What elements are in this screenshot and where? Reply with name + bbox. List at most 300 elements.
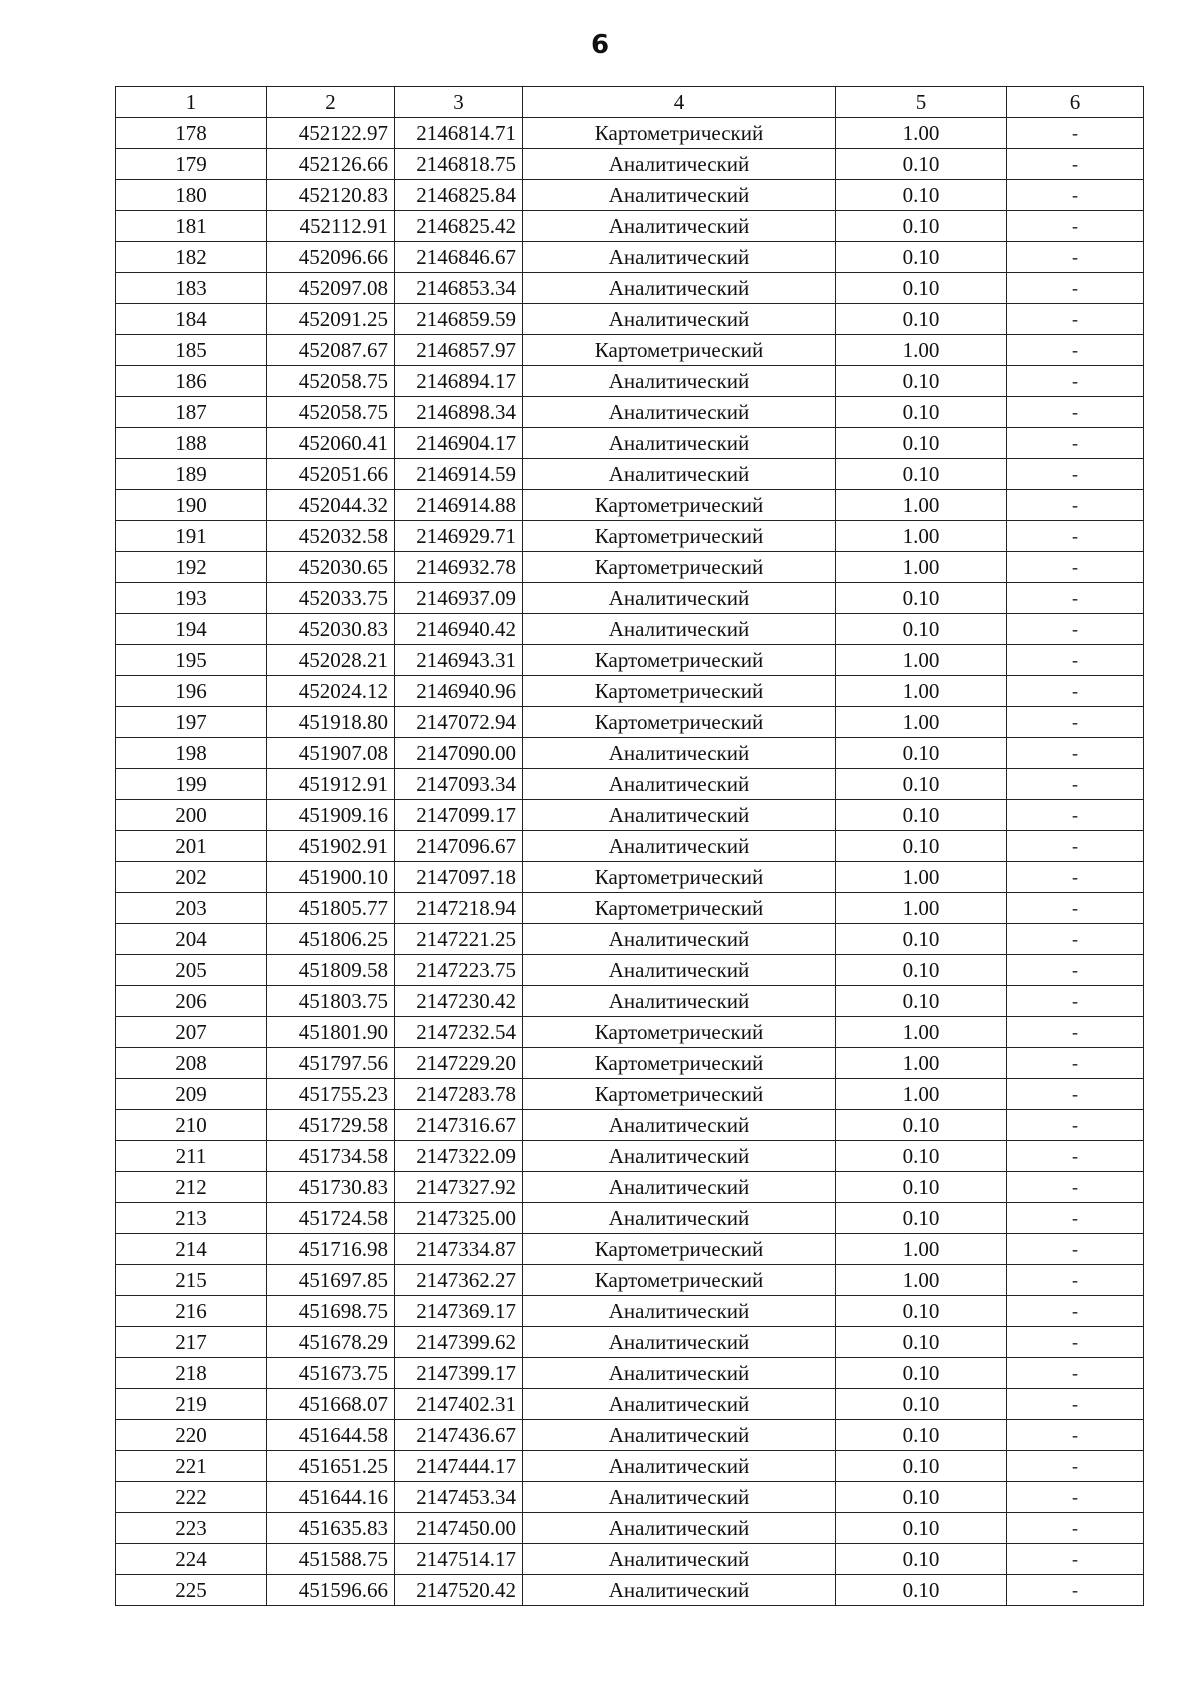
method-cell: Аналитический bbox=[523, 1172, 836, 1203]
header-row bbox=[116, 87, 1144, 118]
note-cell: - bbox=[1007, 1141, 1144, 1172]
note-cell: - bbox=[1007, 1234, 1144, 1265]
x-coordinate-cell: 452087.67 bbox=[267, 335, 395, 366]
y-coordinate-cell: 2147097.18 bbox=[395, 862, 523, 893]
x-coordinate-cell: 451803.75 bbox=[267, 986, 395, 1017]
point-number-cell: 199 bbox=[116, 769, 267, 800]
column-header: 4 bbox=[523, 87, 836, 118]
note-cell: - bbox=[1007, 397, 1144, 428]
point-number-cell: 206 bbox=[116, 986, 267, 1017]
column-header: 3 bbox=[395, 87, 523, 118]
point-number-cell: 194 bbox=[116, 614, 267, 645]
note-cell: - bbox=[1007, 180, 1144, 211]
y-coordinate-cell: 2147230.42 bbox=[395, 986, 523, 1017]
note-cell: - bbox=[1007, 1048, 1144, 1079]
note-cell: - bbox=[1007, 459, 1144, 490]
table-row bbox=[116, 273, 1144, 304]
method-cell: Картометрический bbox=[523, 490, 836, 521]
note-cell: - bbox=[1007, 428, 1144, 459]
x-coordinate-cell: 452044.32 bbox=[267, 490, 395, 521]
table-row bbox=[116, 335, 1144, 366]
accuracy-cell: 0.10 bbox=[836, 831, 1007, 862]
table-row bbox=[116, 1141, 1144, 1172]
x-coordinate-cell: 452112.91 bbox=[267, 211, 395, 242]
accuracy-cell: 0.10 bbox=[836, 1420, 1007, 1451]
table-row bbox=[116, 366, 1144, 397]
method-cell: Аналитический bbox=[523, 1544, 836, 1575]
point-number-cell: 180 bbox=[116, 180, 267, 211]
note-cell: - bbox=[1007, 1575, 1144, 1606]
x-coordinate-cell: 452091.25 bbox=[267, 304, 395, 335]
y-coordinate-cell: 2147327.92 bbox=[395, 1172, 523, 1203]
table-row bbox=[116, 118, 1144, 149]
accuracy-cell: 0.10 bbox=[836, 1544, 1007, 1575]
y-coordinate-cell: 2147322.09 bbox=[395, 1141, 523, 1172]
x-coordinate-cell: 451651.25 bbox=[267, 1451, 395, 1482]
accuracy-cell: 0.10 bbox=[836, 1513, 1007, 1544]
point-number-cell: 217 bbox=[116, 1327, 267, 1358]
table-row bbox=[116, 1265, 1144, 1296]
method-cell: Аналитический bbox=[523, 769, 836, 800]
x-coordinate-cell: 451588.75 bbox=[267, 1544, 395, 1575]
note-cell: - bbox=[1007, 707, 1144, 738]
table-row bbox=[116, 397, 1144, 428]
x-coordinate-cell: 451902.91 bbox=[267, 831, 395, 862]
table-body bbox=[116, 118, 1144, 1606]
x-coordinate-cell: 451716.98 bbox=[267, 1234, 395, 1265]
point-number-cell: 214 bbox=[116, 1234, 267, 1265]
point-number-cell: 187 bbox=[116, 397, 267, 428]
point-number-cell: 209 bbox=[116, 1079, 267, 1110]
accuracy-cell: 1.00 bbox=[836, 1017, 1007, 1048]
accuracy-cell: 0.10 bbox=[836, 1203, 1007, 1234]
x-coordinate-cell: 451805.77 bbox=[267, 893, 395, 924]
table-row bbox=[116, 211, 1144, 242]
x-coordinate-cell: 451730.83 bbox=[267, 1172, 395, 1203]
note-cell: - bbox=[1007, 1544, 1144, 1575]
point-number-cell: 224 bbox=[116, 1544, 267, 1575]
note-cell: - bbox=[1007, 490, 1144, 521]
column-header: 2 bbox=[267, 87, 395, 118]
note-cell: - bbox=[1007, 118, 1144, 149]
note-cell: - bbox=[1007, 769, 1144, 800]
x-coordinate-cell: 452060.41 bbox=[267, 428, 395, 459]
column-header: 1 bbox=[116, 87, 267, 118]
y-coordinate-cell: 2146929.71 bbox=[395, 521, 523, 552]
method-cell: Аналитический bbox=[523, 428, 836, 459]
table-row bbox=[116, 180, 1144, 211]
point-number-cell: 190 bbox=[116, 490, 267, 521]
coordinates-table bbox=[115, 86, 1144, 1606]
table-row bbox=[116, 1079, 1144, 1110]
y-coordinate-cell: 2147453.34 bbox=[395, 1482, 523, 1513]
accuracy-cell: 0.10 bbox=[836, 1482, 1007, 1513]
table-row bbox=[116, 521, 1144, 552]
table-row bbox=[116, 459, 1144, 490]
note-cell: - bbox=[1007, 1358, 1144, 1389]
note-cell: - bbox=[1007, 955, 1144, 986]
note-cell: - bbox=[1007, 335, 1144, 366]
y-coordinate-cell: 2147316.67 bbox=[395, 1110, 523, 1141]
method-cell: Аналитический bbox=[523, 304, 836, 335]
y-coordinate-cell: 2146940.96 bbox=[395, 676, 523, 707]
accuracy-cell: 0.10 bbox=[836, 986, 1007, 1017]
table-row bbox=[116, 1575, 1144, 1606]
method-cell: Аналитический bbox=[523, 180, 836, 211]
table-row bbox=[116, 986, 1144, 1017]
table-row bbox=[116, 1482, 1144, 1513]
method-cell: Картометрический bbox=[523, 707, 836, 738]
table-row bbox=[116, 149, 1144, 180]
table-row bbox=[116, 831, 1144, 862]
y-coordinate-cell: 2146914.88 bbox=[395, 490, 523, 521]
x-coordinate-cell: 451729.58 bbox=[267, 1110, 395, 1141]
point-number-cell: 208 bbox=[116, 1048, 267, 1079]
accuracy-cell: 0.10 bbox=[836, 273, 1007, 304]
method-cell: Аналитический bbox=[523, 242, 836, 273]
method-cell: Картометрический bbox=[523, 1048, 836, 1079]
note-cell: - bbox=[1007, 1172, 1144, 1203]
accuracy-cell: 0.10 bbox=[836, 180, 1007, 211]
point-number-cell: 216 bbox=[116, 1296, 267, 1327]
accuracy-cell: 1.00 bbox=[836, 676, 1007, 707]
point-number-cell: 184 bbox=[116, 304, 267, 335]
note-cell: - bbox=[1007, 800, 1144, 831]
accuracy-cell: 0.10 bbox=[836, 459, 1007, 490]
table-row bbox=[116, 1234, 1144, 1265]
x-coordinate-cell: 451673.75 bbox=[267, 1358, 395, 1389]
column-header: 5 bbox=[836, 87, 1007, 118]
method-cell: Аналитический bbox=[523, 1575, 836, 1606]
accuracy-cell: 0.10 bbox=[836, 1451, 1007, 1482]
accuracy-cell: 0.10 bbox=[836, 1358, 1007, 1389]
point-number-cell: 181 bbox=[116, 211, 267, 242]
x-coordinate-cell: 451900.10 bbox=[267, 862, 395, 893]
table-row bbox=[116, 893, 1144, 924]
point-number-cell: 192 bbox=[116, 552, 267, 583]
point-number-cell: 213 bbox=[116, 1203, 267, 1234]
table-row bbox=[116, 242, 1144, 273]
point-number-cell: 188 bbox=[116, 428, 267, 459]
table-row bbox=[116, 955, 1144, 986]
method-cell: Картометрический bbox=[523, 645, 836, 676]
method-cell: Аналитический bbox=[523, 1203, 836, 1234]
accuracy-cell: 1.00 bbox=[836, 707, 1007, 738]
x-coordinate-cell: 452028.21 bbox=[267, 645, 395, 676]
table-row bbox=[116, 1327, 1144, 1358]
note-cell: - bbox=[1007, 1327, 1144, 1358]
method-cell: Аналитический bbox=[523, 1420, 836, 1451]
note-cell: - bbox=[1007, 149, 1144, 180]
table-row bbox=[116, 1048, 1144, 1079]
accuracy-cell: 1.00 bbox=[836, 118, 1007, 149]
point-number-cell: 201 bbox=[116, 831, 267, 862]
accuracy-cell: 0.10 bbox=[836, 800, 1007, 831]
point-number-cell: 185 bbox=[116, 335, 267, 366]
y-coordinate-cell: 2147450.00 bbox=[395, 1513, 523, 1544]
table-row bbox=[116, 490, 1144, 521]
y-coordinate-cell: 2147221.25 bbox=[395, 924, 523, 955]
note-cell: - bbox=[1007, 738, 1144, 769]
accuracy-cell: 0.10 bbox=[836, 1575, 1007, 1606]
point-number-cell: 191 bbox=[116, 521, 267, 552]
note-cell: - bbox=[1007, 1296, 1144, 1327]
table-row bbox=[116, 1296, 1144, 1327]
y-coordinate-cell: 2146940.42 bbox=[395, 614, 523, 645]
point-number-cell: 204 bbox=[116, 924, 267, 955]
accuracy-cell: 0.10 bbox=[836, 211, 1007, 242]
table-row bbox=[116, 583, 1144, 614]
point-number-cell: 202 bbox=[116, 862, 267, 893]
table-row bbox=[116, 1544, 1144, 1575]
x-coordinate-cell: 451809.58 bbox=[267, 955, 395, 986]
table-row bbox=[116, 769, 1144, 800]
x-coordinate-cell: 452030.65 bbox=[267, 552, 395, 583]
x-coordinate-cell: 451596.66 bbox=[267, 1575, 395, 1606]
point-number-cell: 198 bbox=[116, 738, 267, 769]
note-cell: - bbox=[1007, 1203, 1144, 1234]
method-cell: Картометрический bbox=[523, 893, 836, 924]
accuracy-cell: 1.00 bbox=[836, 521, 1007, 552]
point-number-cell: 203 bbox=[116, 893, 267, 924]
x-coordinate-cell: 451912.91 bbox=[267, 769, 395, 800]
x-coordinate-cell: 451801.90 bbox=[267, 1017, 395, 1048]
note-cell: - bbox=[1007, 924, 1144, 955]
table-row bbox=[116, 614, 1144, 645]
note-cell: - bbox=[1007, 1017, 1144, 1048]
table-row bbox=[116, 1017, 1144, 1048]
x-coordinate-cell: 451909.16 bbox=[267, 800, 395, 831]
y-coordinate-cell: 2147223.75 bbox=[395, 955, 523, 986]
method-cell: Аналитический bbox=[523, 1482, 836, 1513]
point-number-cell: 207 bbox=[116, 1017, 267, 1048]
x-coordinate-cell: 451755.23 bbox=[267, 1079, 395, 1110]
y-coordinate-cell: 2147444.17 bbox=[395, 1451, 523, 1482]
note-cell: - bbox=[1007, 366, 1144, 397]
accuracy-cell: 1.00 bbox=[836, 1234, 1007, 1265]
accuracy-cell: 0.10 bbox=[836, 1141, 1007, 1172]
y-coordinate-cell: 2147369.17 bbox=[395, 1296, 523, 1327]
accuracy-cell: 0.10 bbox=[836, 1172, 1007, 1203]
point-number-cell: 215 bbox=[116, 1265, 267, 1296]
method-cell: Картометрический bbox=[523, 676, 836, 707]
point-number-cell: 189 bbox=[116, 459, 267, 490]
note-cell: - bbox=[1007, 1420, 1144, 1451]
accuracy-cell: 1.00 bbox=[836, 1048, 1007, 1079]
method-cell: Аналитический bbox=[523, 1141, 836, 1172]
x-coordinate-cell: 451734.58 bbox=[267, 1141, 395, 1172]
note-cell: - bbox=[1007, 1265, 1144, 1296]
x-coordinate-cell: 451644.16 bbox=[267, 1482, 395, 1513]
x-coordinate-cell: 452058.75 bbox=[267, 397, 395, 428]
y-coordinate-cell: 2146904.17 bbox=[395, 428, 523, 459]
note-cell: - bbox=[1007, 831, 1144, 862]
note-cell: - bbox=[1007, 1451, 1144, 1482]
y-coordinate-cell: 2146814.71 bbox=[395, 118, 523, 149]
x-coordinate-cell: 452033.75 bbox=[267, 583, 395, 614]
point-number-cell: 182 bbox=[116, 242, 267, 273]
x-coordinate-cell: 452024.12 bbox=[267, 676, 395, 707]
y-coordinate-cell: 2147229.20 bbox=[395, 1048, 523, 1079]
accuracy-cell: 1.00 bbox=[836, 490, 1007, 521]
y-coordinate-cell: 2146825.42 bbox=[395, 211, 523, 242]
note-cell: - bbox=[1007, 552, 1144, 583]
method-cell: Аналитический bbox=[523, 1451, 836, 1482]
y-coordinate-cell: 2147093.34 bbox=[395, 769, 523, 800]
note-cell: - bbox=[1007, 676, 1144, 707]
note-cell: - bbox=[1007, 242, 1144, 273]
method-cell: Картометрический bbox=[523, 552, 836, 583]
y-coordinate-cell: 2147436.67 bbox=[395, 1420, 523, 1451]
point-number-cell: 211 bbox=[116, 1141, 267, 1172]
accuracy-cell: 0.10 bbox=[836, 583, 1007, 614]
method-cell: Аналитический bbox=[523, 149, 836, 180]
point-number-cell: 195 bbox=[116, 645, 267, 676]
method-cell: Аналитический bbox=[523, 1389, 836, 1420]
page-number: 6 bbox=[590, 30, 610, 60]
y-coordinate-cell: 2147402.31 bbox=[395, 1389, 523, 1420]
table-row bbox=[116, 1420, 1144, 1451]
point-number-cell: 205 bbox=[116, 955, 267, 986]
table-row bbox=[116, 1110, 1144, 1141]
y-coordinate-cell: 2146853.34 bbox=[395, 273, 523, 304]
x-coordinate-cell: 452051.66 bbox=[267, 459, 395, 490]
point-number-cell: 222 bbox=[116, 1482, 267, 1513]
accuracy-cell: 0.10 bbox=[836, 242, 1007, 273]
method-cell: Аналитический bbox=[523, 211, 836, 242]
table-row bbox=[116, 1451, 1144, 1482]
y-coordinate-cell: 2146818.75 bbox=[395, 149, 523, 180]
method-cell: Картометрический bbox=[523, 1079, 836, 1110]
point-number-cell: 186 bbox=[116, 366, 267, 397]
y-coordinate-cell: 2147325.00 bbox=[395, 1203, 523, 1234]
note-cell: - bbox=[1007, 1513, 1144, 1544]
x-coordinate-cell: 451668.07 bbox=[267, 1389, 395, 1420]
method-cell: Картометрический bbox=[523, 1234, 836, 1265]
note-cell: - bbox=[1007, 1389, 1144, 1420]
method-cell: Картометрический bbox=[523, 862, 836, 893]
y-coordinate-cell: 2146898.34 bbox=[395, 397, 523, 428]
table-row bbox=[116, 304, 1144, 335]
point-number-cell: 218 bbox=[116, 1358, 267, 1389]
note-cell: - bbox=[1007, 304, 1144, 335]
y-coordinate-cell: 2146846.67 bbox=[395, 242, 523, 273]
point-number-cell: 200 bbox=[116, 800, 267, 831]
table-row bbox=[116, 552, 1144, 583]
table-row bbox=[116, 707, 1144, 738]
point-number-cell: 220 bbox=[116, 1420, 267, 1451]
accuracy-cell: 0.10 bbox=[836, 397, 1007, 428]
x-coordinate-cell: 452122.97 bbox=[267, 118, 395, 149]
point-number-cell: 183 bbox=[116, 273, 267, 304]
accuracy-cell: 1.00 bbox=[836, 1265, 1007, 1296]
table-row bbox=[116, 1172, 1144, 1203]
note-cell: - bbox=[1007, 273, 1144, 304]
table-row bbox=[116, 645, 1144, 676]
accuracy-cell: 1.00 bbox=[836, 645, 1007, 676]
x-coordinate-cell: 452058.75 bbox=[267, 366, 395, 397]
column-header: 6 bbox=[1007, 87, 1144, 118]
x-coordinate-cell: 452097.08 bbox=[267, 273, 395, 304]
method-cell: Аналитический bbox=[523, 738, 836, 769]
accuracy-cell: 0.10 bbox=[836, 1327, 1007, 1358]
y-coordinate-cell: 2146859.59 bbox=[395, 304, 523, 335]
accuracy-cell: 0.10 bbox=[836, 1296, 1007, 1327]
x-coordinate-cell: 452032.58 bbox=[267, 521, 395, 552]
table-row bbox=[116, 428, 1144, 459]
note-cell: - bbox=[1007, 1110, 1144, 1141]
x-coordinate-cell: 451797.56 bbox=[267, 1048, 395, 1079]
table-row bbox=[116, 924, 1144, 955]
accuracy-cell: 1.00 bbox=[836, 552, 1007, 583]
y-coordinate-cell: 2147399.17 bbox=[395, 1358, 523, 1389]
x-coordinate-cell: 451918.80 bbox=[267, 707, 395, 738]
note-cell: - bbox=[1007, 1079, 1144, 1110]
point-number-cell: 212 bbox=[116, 1172, 267, 1203]
y-coordinate-cell: 2147072.94 bbox=[395, 707, 523, 738]
y-coordinate-cell: 2147514.17 bbox=[395, 1544, 523, 1575]
x-coordinate-cell: 451678.29 bbox=[267, 1327, 395, 1358]
y-coordinate-cell: 2146932.78 bbox=[395, 552, 523, 583]
accuracy-cell: 1.00 bbox=[836, 893, 1007, 924]
method-cell: Аналитический bbox=[523, 986, 836, 1017]
note-cell: - bbox=[1007, 211, 1144, 242]
y-coordinate-cell: 2147099.17 bbox=[395, 800, 523, 831]
method-cell: Аналитический bbox=[523, 583, 836, 614]
accuracy-cell: 0.10 bbox=[836, 769, 1007, 800]
y-coordinate-cell: 2147096.67 bbox=[395, 831, 523, 862]
x-coordinate-cell: 451697.85 bbox=[267, 1265, 395, 1296]
point-number-cell: 197 bbox=[116, 707, 267, 738]
table-row bbox=[116, 676, 1144, 707]
note-cell: - bbox=[1007, 521, 1144, 552]
method-cell: Аналитический bbox=[523, 1327, 836, 1358]
y-coordinate-cell: 2146825.84 bbox=[395, 180, 523, 211]
table-row bbox=[116, 1203, 1144, 1234]
x-coordinate-cell: 451698.75 bbox=[267, 1296, 395, 1327]
method-cell: Аналитический bbox=[523, 1513, 836, 1544]
y-coordinate-cell: 2147090.00 bbox=[395, 738, 523, 769]
x-coordinate-cell: 452120.83 bbox=[267, 180, 395, 211]
method-cell: Аналитический bbox=[523, 273, 836, 304]
x-coordinate-cell: 451635.83 bbox=[267, 1513, 395, 1544]
note-cell: - bbox=[1007, 645, 1144, 676]
table-row bbox=[116, 738, 1144, 769]
point-number-cell: 221 bbox=[116, 1451, 267, 1482]
accuracy-cell: 0.10 bbox=[836, 304, 1007, 335]
accuracy-cell: 0.10 bbox=[836, 1110, 1007, 1141]
table-row bbox=[116, 862, 1144, 893]
note-cell: - bbox=[1007, 986, 1144, 1017]
note-cell: - bbox=[1007, 862, 1144, 893]
x-coordinate-cell: 452096.66 bbox=[267, 242, 395, 273]
method-cell: Аналитический bbox=[523, 614, 836, 645]
y-coordinate-cell: 2146937.09 bbox=[395, 583, 523, 614]
y-coordinate-cell: 2147283.78 bbox=[395, 1079, 523, 1110]
y-coordinate-cell: 2147334.87 bbox=[395, 1234, 523, 1265]
point-number-cell: 179 bbox=[116, 149, 267, 180]
method-cell: Аналитический bbox=[523, 366, 836, 397]
accuracy-cell: 0.10 bbox=[836, 614, 1007, 645]
method-cell: Аналитический bbox=[523, 459, 836, 490]
x-coordinate-cell: 451806.25 bbox=[267, 924, 395, 955]
point-number-cell: 196 bbox=[116, 676, 267, 707]
y-coordinate-cell: 2146894.17 bbox=[395, 366, 523, 397]
note-cell: - bbox=[1007, 614, 1144, 645]
accuracy-cell: 0.10 bbox=[836, 1389, 1007, 1420]
y-coordinate-cell: 2147362.27 bbox=[395, 1265, 523, 1296]
y-coordinate-cell: 2146943.31 bbox=[395, 645, 523, 676]
